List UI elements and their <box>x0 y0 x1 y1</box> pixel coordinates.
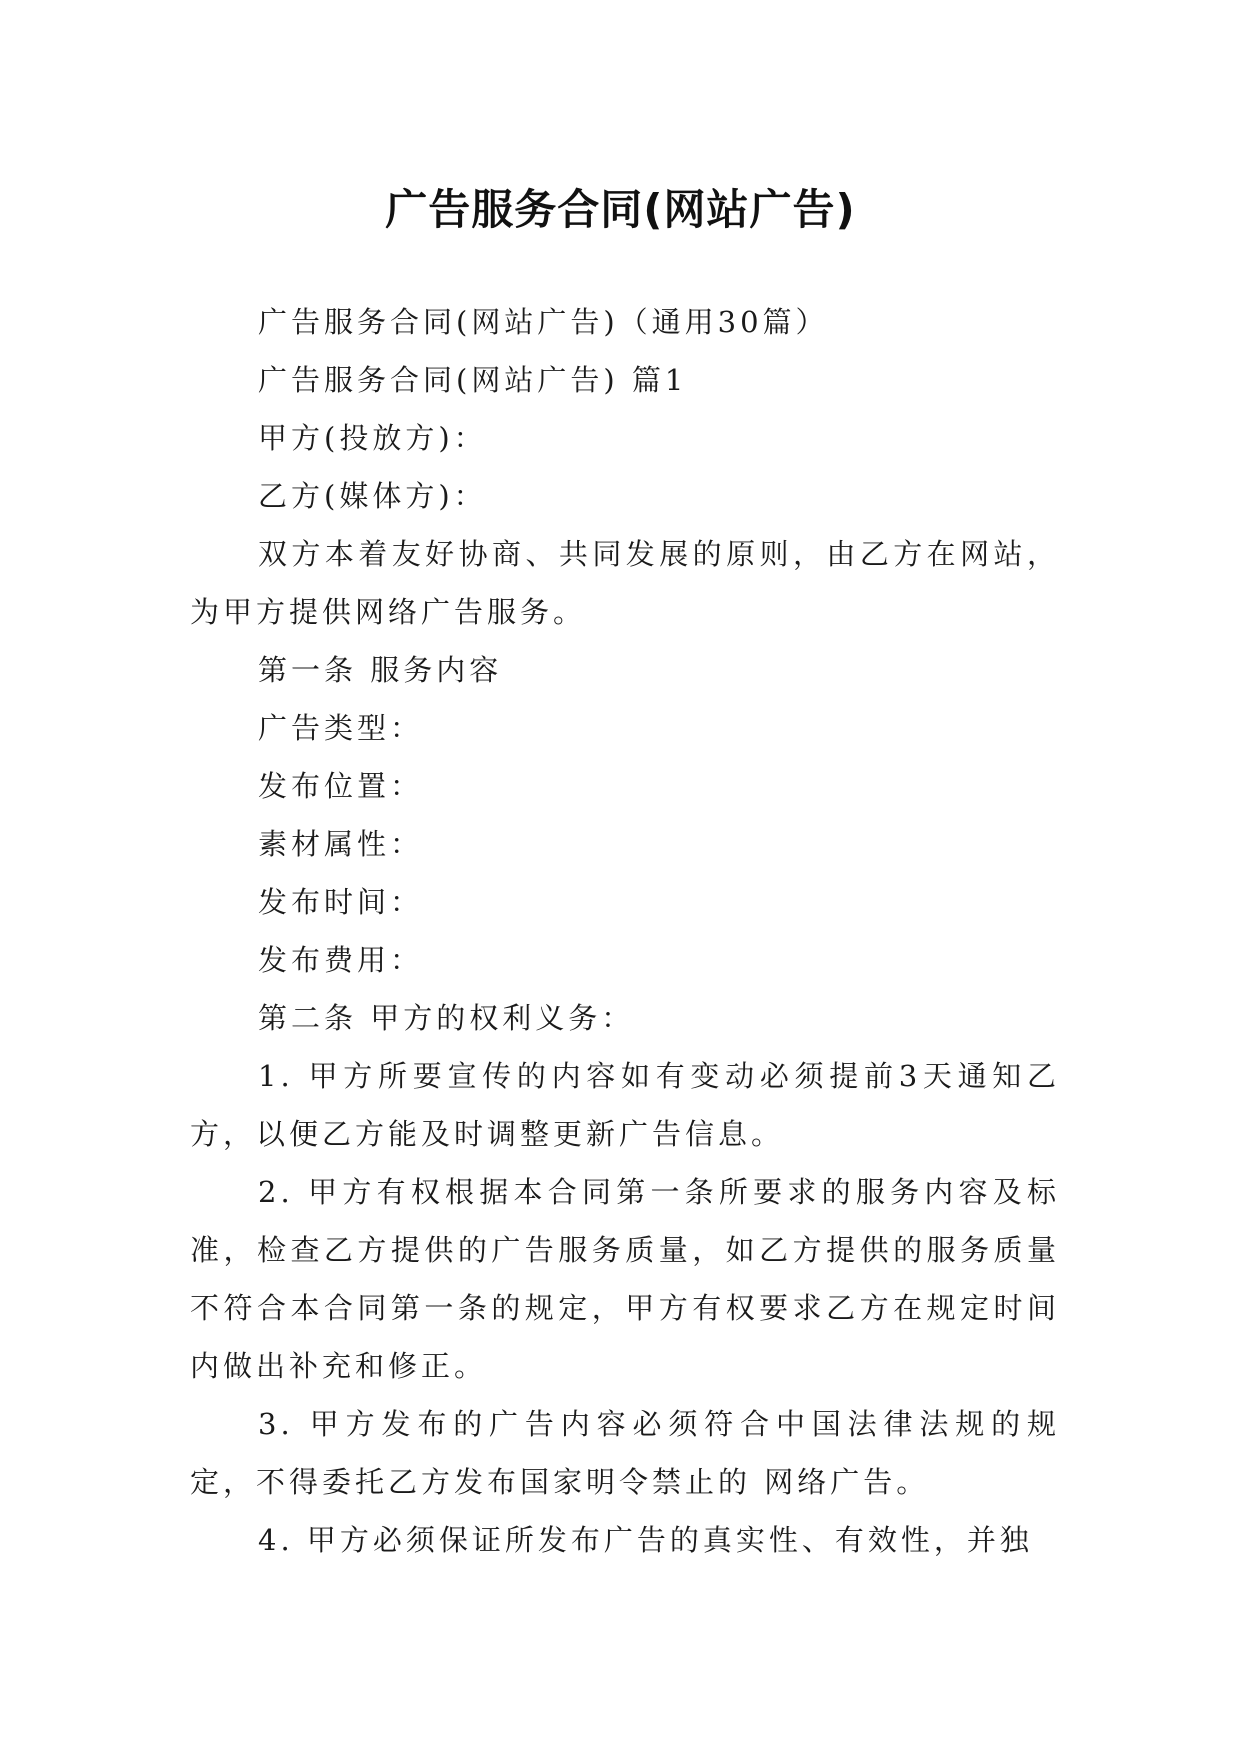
paragraph: 甲方(投放方)： <box>258 421 487 455</box>
paragraph: 3. 甲方发布的广告内容必须符合中国法律法规的规定，不得委托乙方发布国家明令禁止的 网络广告。 <box>190 1407 1060 1499</box>
paragraph: 4. 甲方必须保证所发布广告的真实性、有效性，并独 <box>258 1523 1033 1557</box>
paragraph: 发布费用： <box>258 943 424 977</box>
document-title: 广告服务合同(网站广告) <box>385 185 856 235</box>
paragraph: 发布时间： <box>258 885 424 919</box>
paragraph: 第一条 服务内容 <box>258 653 503 687</box>
paragraph: 广告服务合同(网站广告) 篇1 <box>258 363 688 397</box>
paragraph: 双方本着友好协商、共同发展的原则，由乙方在网站，为甲方提供网络广告服务。 <box>190 537 1060 629</box>
paragraph: 2. 甲方有权根据本合同第一条所要求的服务内容及标准，检查乙方提供的广告服务质量，如乙方提供的服务质量不符合本合同第一条的规定，甲方有权要求乙方在规定时间内做出补充和修正。 <box>190 1175 1060 1383</box>
paragraph: 广告服务合同(网站广告)（通用30篇） <box>258 305 829 339</box>
paragraph: 素材属性： <box>258 827 424 861</box>
document-body <box>190 293 1060 1569</box>
paragraph: 乙方(媒体方)： <box>258 479 487 513</box>
paragraph: 第二条 甲方的权利义务： <box>258 1001 635 1035</box>
paragraph: 广告类型： <box>258 711 424 745</box>
paragraph: 发布位置： <box>258 769 424 803</box>
paragraph: 1. 甲方所要宣传的内容如有变动必须提前3天通知乙方，以便乙方能及时调整更新广告信息。 <box>190 1059 1060 1151</box>
